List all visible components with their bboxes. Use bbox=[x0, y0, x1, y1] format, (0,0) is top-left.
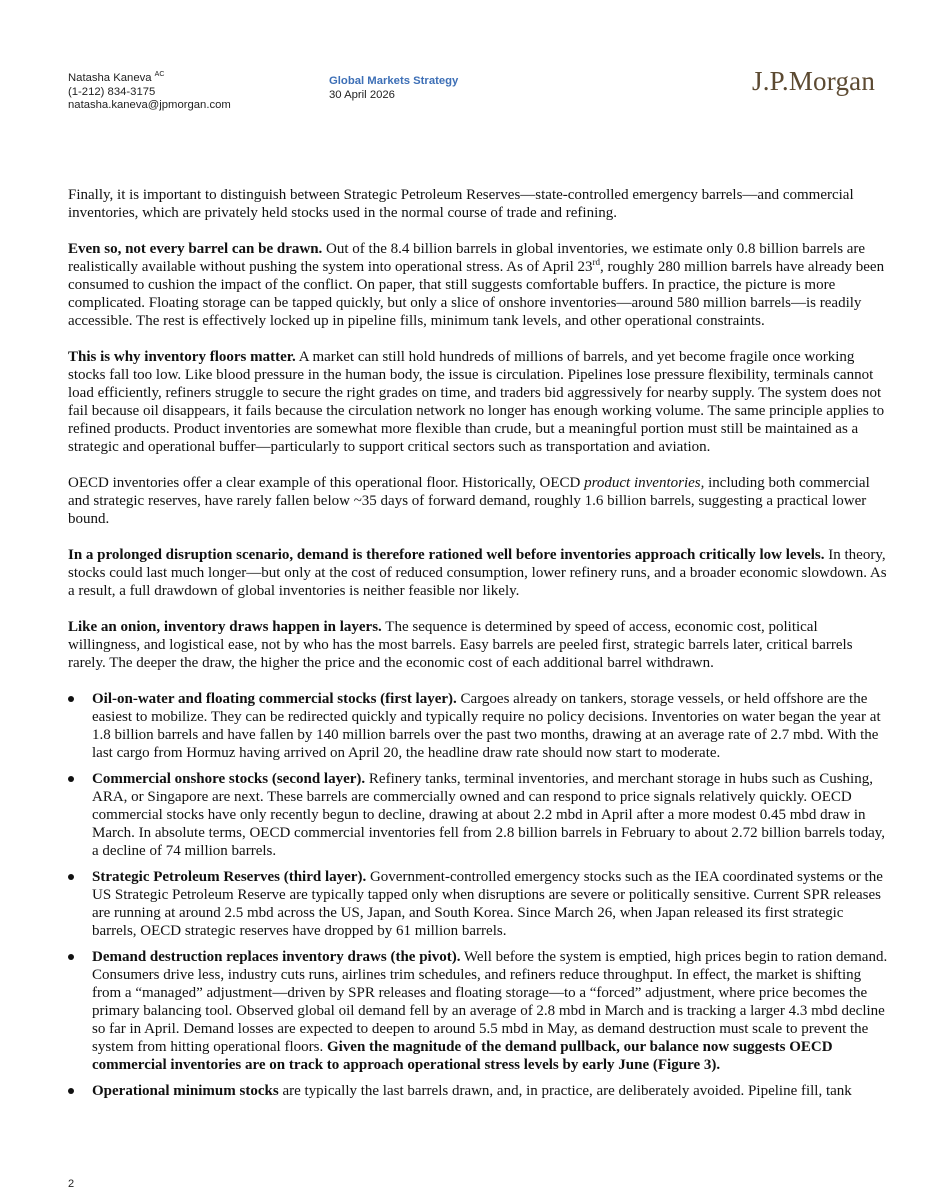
bullet-icon bbox=[68, 776, 74, 782]
paragraph-4 bbox=[68, 474, 888, 528]
list-item-lead: Strategic Petroleum Reserves (third layer). bbox=[92, 869, 367, 885]
list-item-lead: Oil-on-water and floating commercial stocks (first layer). bbox=[92, 691, 457, 707]
list-item bbox=[68, 948, 888, 1074]
list-item bbox=[68, 770, 888, 860]
publication-date: 30 April 2026 bbox=[329, 88, 395, 101]
list-item bbox=[68, 1082, 888, 1100]
paragraph-1-text: Finally, it is important to distinguish between Strategic Petroleum Reserves—state-controlled emergency barrels—and commercial inventories, which are privately held stocks used in the normal course of trade and refining. bbox=[68, 187, 854, 221]
bullet-icon bbox=[68, 954, 74, 960]
page-number: 2 bbox=[68, 1178, 75, 1190]
jpmorgan-logo: J.P.Morgan bbox=[752, 66, 876, 96]
author-block bbox=[68, 72, 231, 113]
list-item-text: are typically the last barrels drawn, and, in practice, are deliberately avoided. Pipeline fill, tank bbox=[278, 1083, 852, 1099]
report-body bbox=[68, 186, 888, 1108]
list-item-lead: Commercial onshore stocks (second layer). bbox=[92, 771, 366, 787]
paragraph-6-lead: Like an onion, inventory draws happen in layers. bbox=[68, 619, 382, 635]
paragraph-2-lead: Even so, not every barrel can be drawn. bbox=[68, 241, 323, 257]
inventory-layers-list bbox=[68, 690, 888, 1100]
paragraph-4-text-a: OECD inventories offer a clear example of this operational floor. Historically, OECD bbox=[68, 475, 585, 491]
author-phone: (1-212) 834-3175 bbox=[68, 85, 156, 98]
list-item-text: Government-controlled emergency stocks such as the IEA coordinated systems or the US Strategic Petroleum Reserve are typically tapped only when disruptions are severe or politically sensitive. Current SPR releases are running at around 2.5 mbd across the US, Japan, and South Korea. Since March 26, when Japan released its first strategic barrels, OECD strategic reserves have dropped by 61 million barrels. bbox=[92, 869, 883, 939]
paragraph-5-lead: In a prolonged disruption scenario, demand is therefore rationed well before inventories approach critically low levels. bbox=[68, 547, 825, 563]
list-item-lead: Operational minimum stocks bbox=[92, 1083, 279, 1099]
bullet-icon bbox=[68, 696, 74, 702]
paragraph-3 bbox=[68, 348, 888, 456]
ordinal-suffix: rd bbox=[592, 257, 600, 267]
list-item-text: Refinery tanks, terminal inventories, and merchant storage in hubs such as Cushing, ARA, or Singapore are next. These barrels are commercially owned and can respond to price signals relatively quickly. OECD commercial stocks have only recently begun to decline, drawing at about 2.2 mbd in April after a more modest 0.45 mbd draw in March. In absolute terms, OECD commercial inventories fell from 2.8 billion barrels in February to about 2.72 billion barrels today, a decline of 74 million barrels. bbox=[92, 771, 886, 859]
paragraph-5-text: In theory, stocks could last much longer—but only at the cost of reduced consumption, lower refinery runs, and a broader economic slowdown. As a result, a full drawdown of global inventories is neither feasible nor likely. bbox=[68, 547, 887, 599]
paragraph-6-text: The sequence is determined by speed of access, economic cost, political willingness, and logistical ease, not by who has the most barrels. Easy barrels are peeled first, strategic barrels later, critical barrels rarely. The deeper the draw, the higher the price and the economic cost of each additional barrel withdrawn. bbox=[68, 619, 853, 671]
analyst-certification-mark: AC bbox=[154, 71, 165, 79]
list-item-text: Cargoes already on tankers, storage vessels, or held offshore are the easiest to mobilize. They can be redirected quickly and typically require no policy decisions. Inventories on water began the year at 1.8 billion barrels and have fallen by 140 million barrels over the past two months, drawing at an average rate of 2.7 mbd. With the last cargo from Hormuz having arrived on April 20, the headline draw rate should now start to moderate. bbox=[92, 691, 881, 761]
list-item bbox=[68, 868, 888, 940]
paragraph-3-lead: This is why inventory floors matter. bbox=[68, 349, 296, 365]
paragraph-3-text: A market can still hold hundreds of millions of barrels, and yet become fragile once working stocks fall too low. Like blood pressure in the human body, the issue is circulation. Pipelines lose pressure flexibility, terminals cannot load efficiently, refiners struggle to secure the right grades on time, and traders bid aggressively for nearby supply. The system does not fail because oil disappears, it fails because the circulation network no longer has enough working volume. The same principle applies to refined products. Product inventories are somewhat more flexible than crude, but a meaningful portion must still be maintained as a strategic and operational buffer—particularly to support critical sectors such as transportation and aviation. bbox=[68, 349, 885, 455]
publication-block bbox=[329, 75, 458, 102]
author-email[interactable]: natasha.kaneva@jpmorgan.com bbox=[68, 99, 231, 111]
paragraph-4-text-b: including both commercial and strategic reserves, have rarely fallen below ~35 days of forward demand, roughly 1.6 billion barrels, suggesting a practical lower bound. bbox=[68, 475, 870, 527]
list-item-text: Well before the system is emptied, high prices begin to ration demand. Consumers drive less, industry cuts runs, airlines trim schedules, and refiners reduce throughput. In effect, the market is shifting from a “managed” adjustment—driven by SPR releases and floating storage—to a “forced” adjustment, where price becomes the primary balancing tool. Observed global oil demand fell by an average of 2.8 mbd in March and is tracking a larger 4.3 mbd decline so far in April. Demand losses are expected to deepen to around 5.5 mbd in May, as demand destruction must scale to prevent the system from hitting operational floors. bbox=[92, 949, 888, 1055]
paragraph-2-text-b: , roughly 280 million barrels have already been consumed to cushion the impact of the conflict. On paper, that still suggests comfortable buffers. In practice, the picture is more complicated. Floating storage can be tapped quickly, but only a slice of onshore inventories—around 580 million barrels—is readily accessible. The rest is effectively locked up in pipeline fills, minimum tank levels, and other operational constraints. bbox=[68, 259, 885, 329]
paragraph-4-emphasis: product inventories, bbox=[584, 475, 705, 491]
paragraph-1 bbox=[68, 186, 888, 222]
bullet-icon bbox=[68, 1088, 74, 1094]
list-item-conclusion: Given the magnitude of the demand pullback, our balance now suggests OECD commercial inventories are on track to approach operational stress levels by early June (Figure 3). bbox=[92, 1039, 833, 1073]
paragraph-2 bbox=[68, 240, 888, 330]
bullet-icon bbox=[68, 874, 74, 880]
list-item bbox=[68, 690, 888, 762]
author-name: Natasha Kaneva bbox=[68, 72, 152, 84]
department-name: Global Markets Strategy bbox=[329, 75, 459, 87]
paragraph-5 bbox=[68, 546, 888, 600]
list-item-lead: Demand destruction replaces inventory draws (the pivot). bbox=[92, 949, 461, 965]
paragraph-2-text-a: Out of the 8.4 billion barrels in global inventories, we estimate only 0.8 billion barrels are realistically available without pushing the system into operational stress. As of April 23 bbox=[68, 241, 866, 275]
paragraph-6 bbox=[68, 618, 888, 672]
